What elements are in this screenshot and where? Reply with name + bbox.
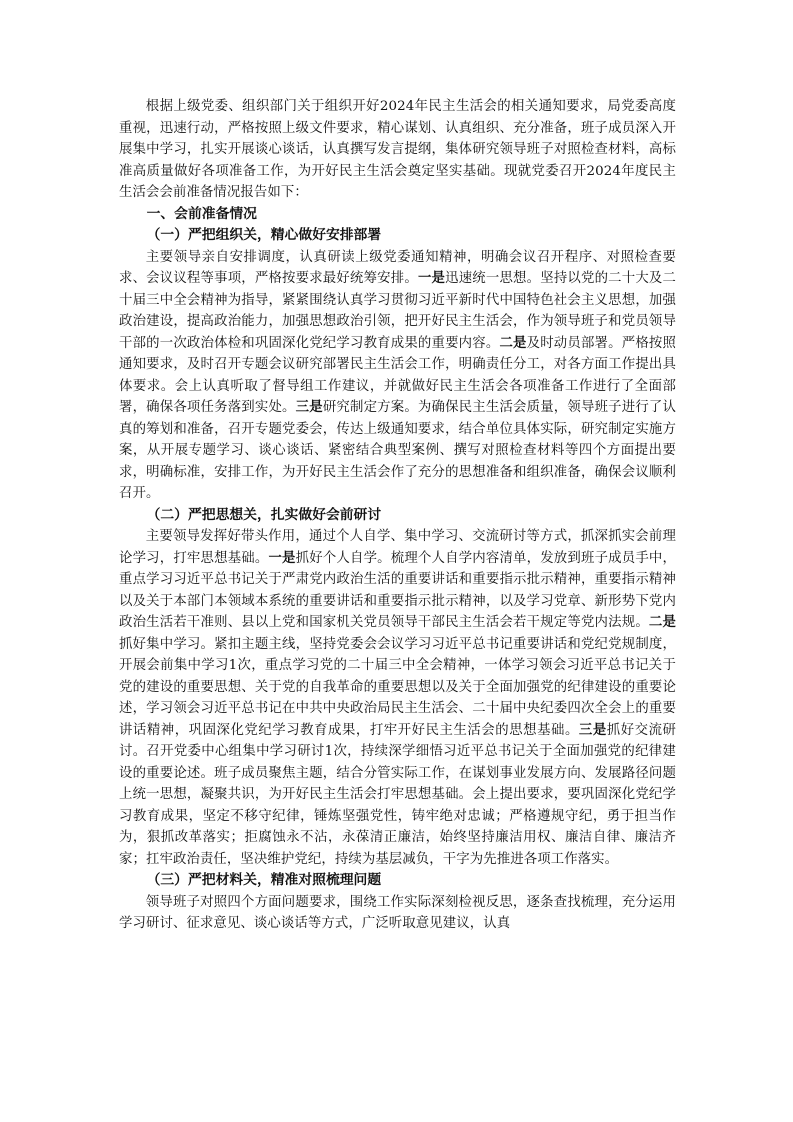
intro-paragraph: 根据上级党委、组织部门关于组织开好2024年民主生活会的相关通知要求，局党委高度重视，迅速行动，严格按照上级文件要求，精心谋划、认真组织、充分准备，班子成员深入开展集中学习，扎实开展谈心谈话，认真撰写发言提纲，集体研究领导班子对照检查材料，高标准高质量做好各项准备工作，为开好民主生活会奠定坚实基础。现就党委召开2024年度民主生活会会前准备情况报告如下： xyxy=(119,99,676,200)
emphasis-label: 二是 xyxy=(648,615,677,630)
text-run: 研究制定方案。为确保民主生活会质量，领导班子进行了认真的筹划和准备，召开专题党委会，传达上级通知要求，结合单位具体实际，研究制定实施方案，从开展专题学习、谈心谈话、紧密结合典型案例、撰写对照检查材料等四个方面提出要求，明确标准，安排工作，为开好民主生活会作了充分的思想准备和组织准备，确保会议顺利召开。 xyxy=(119,400,676,501)
document-page xyxy=(119,96,676,935)
text-run: 主要领导亲自安排调度，认真研读上级党委通知精神，明确会议召开程序、对照检查要求、会议议程等事项，严格按要求最好统筹安排。 xyxy=(119,249,676,286)
text-run: 主要领导发挥好带头作用，通过个人自学、集中学习、交流研讨等方式，抓深抓实会前理论学习，打牢思想基础。 xyxy=(119,529,676,566)
text-run: 抓好集中学习。紧扣主题主线，坚持党委会会议学习习近平总书记重要讲话和党纪党规制度，开展会前集中学习1次，重点学习党的二十届三中全会精神，一体学习领会习近平总书记关于党的建设的重要思想、关于党的自我革命的重要思想以及关于全面加强党的纪律建设的重要论述，学习领会习近平总书记在中共中央政治局民主生活会、二十届中央纪委四次全会上的重要讲话精神，巩固深化党纪学习教育成果，打牢开好民主生活会的思想基础。 xyxy=(119,636,676,738)
emphasis-label: 一是 xyxy=(268,550,296,566)
text-run: 及时动员部署。严格按照通知要求，及时召开专题会议研究部署民主生活会工作，明确责任分工，对各方面工作提出具体要求。会上认真听取了督导组工作建议，并就做好民主生活会各项准备工作进行了全面部署，确保各项任务落到实处。 xyxy=(119,335,676,415)
emphasis-label: 三是 xyxy=(295,400,323,415)
subsection-1-paragraph xyxy=(119,247,676,505)
subsection-3-paragraph: 领导班子对照四个方面问题要求，围绕工作实际深刻检视反思，逐条查找梳理，充分运用学习研讨、征求意见、谈心谈话等方式，广泛听取意见建议，认真 xyxy=(119,894,676,931)
subsection-heading-3: （三）严把材料关，精准对照梳理问题 xyxy=(146,872,382,888)
emphasis-label: 一是 xyxy=(417,271,446,286)
text-run: 抓好个人自学。梳理个人自学内容清单，发放到班子成员手中，重点学习习近平总书记关于严肃党内政治生活的重要讲话和重要指示批示精神，重要指示精神以及关于本部门本领域本系统的重要讲话和重要指示批示精神，以及学习党章、新形势下党内政治生活若干准则、县以上党和国家机关党员领导干部民主生活会若干规定等党内法规。 xyxy=(119,550,676,630)
emphasis-label: 二是 xyxy=(499,335,527,351)
subsection-2-paragraph xyxy=(119,526,676,870)
emphasis-label: 三是 xyxy=(578,722,607,738)
subsection-heading-1: （一）严把组织关，精心做好安排部署 xyxy=(146,227,382,243)
subsection-heading-2: （二）严把思想关，扎实做好会前研讨 xyxy=(146,506,382,523)
text-run: 迅速统一思想。坚持以党的二十大及二十届三中全会精神为指导，紧紧围绕认真学习贯彻习近平新时代中国特色社会主义思想，加强政治建设，提高政治能力，加强思想政治引领，把开好民主生活会，作为领导班子和党员领导干部的一次政治体检和巩固深化党纪学习教育成果的重要内容。 xyxy=(119,271,677,351)
text-run: 抓好交流研讨。召开党委中心组集中学习研讨1次，持续深学细悟习近平总书记关于全面加强党的纪律建设的重要论述。班子成员聚焦主题，结合分管实际工作，在谋划事业发展方向、发展路径问题上统一思想，凝聚共识，为开好民主生活会打牢思想基础。会上提出要求，要巩固深化党纪学习教育成果，坚定不移守纪律，锤炼坚强党性，铸牢绝对忠诚；严格遵规守纪，勇于担当作为，狠抓改革落实；拒腐蚀永不沾，永葆清正廉洁，始终坚持廉洁用权、廉洁自律、廉洁齐家；扛牢政治责任，坚决维护党纪，持续为基层减负，干字为先推进各项工作落实。 xyxy=(119,722,676,867)
section-heading-1: 一、会前准备情况 xyxy=(146,205,257,222)
